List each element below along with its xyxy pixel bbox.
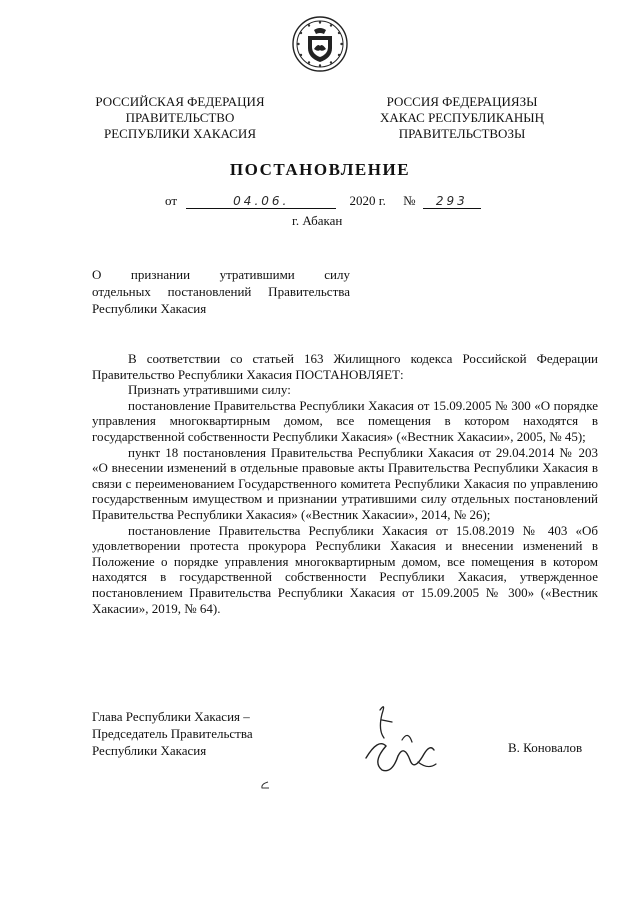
signatory-name: В. Коновалов bbox=[508, 740, 583, 755]
subject-line: О признании утратившими силу bbox=[92, 267, 350, 282]
handwritten-number: 293 bbox=[423, 194, 481, 209]
handwritten-date: 04.06. bbox=[186, 194, 336, 209]
body-paragraph: В соответствии со статьей 163 Жилищного кодекса Российской Федерации Правительство Республики Хакасия ПОСТАНОВЛЯЕТ: bbox=[92, 351, 598, 382]
document-body bbox=[92, 351, 598, 616]
header-right-line: ХАКАС РЕСПУБЛИКАНЫҢ bbox=[379, 110, 545, 125]
header-right-block bbox=[362, 94, 562, 142]
header-right-line: ПРАВИТЕЛЬСТВОЗЫ bbox=[398, 126, 526, 141]
pen-mark bbox=[258, 778, 272, 792]
body-paragraph: пункт 18 постановления Правительства Республики Хакасия от 29.04.2014 № 203 «О внесении изменений в отдельные правовые акты Правительства Республики Хакасия в связи с переименованием Государственного комитета Республики Хакасия по управлению государственным имуществом и признании утратившими силу отдельных постановлений Правительства Республики Хакасия» («Вестник Хакасии», 2014, № 26); bbox=[92, 444, 598, 522]
signatory-position bbox=[92, 708, 253, 759]
number-sign: № bbox=[403, 193, 416, 208]
header-left-line: РОССИЙСКАЯ ФЕДЕРАЦИЯ bbox=[95, 94, 265, 109]
body-paragraph: постановление Правительства Республики Хакасия от 15.08.2019 № 403 «Об удовлетворении протеста прокурора Республики Хакасия и внесении изменений в Положение о порядке управления многоквартирным домом, все помещения в котором находятся в государственной собственности Республики Хакасия, утвержденное постановлением Правительства Республики Хакасия от 15.09.2005 № 300» («Вестник Хакасии», 2019, № 64). bbox=[92, 522, 598, 616]
subject-line: отдельных постановлений Правительства bbox=[92, 284, 350, 299]
subject-line: Республики Хакасия bbox=[92, 301, 207, 316]
header-left-line: РЕСПУБЛИКИ ХАКАСИЯ bbox=[103, 126, 256, 141]
header-left-block bbox=[80, 94, 280, 142]
signatory-position-line: Глава Республики Хакасия – bbox=[92, 709, 250, 724]
handwritten-signature bbox=[352, 700, 452, 790]
date-prefix: от bbox=[165, 193, 178, 208]
signatory-position-line: Республики Хакасия bbox=[92, 743, 207, 758]
date-number-line bbox=[165, 193, 481, 209]
signatory-position-line: Председатель Правительства bbox=[92, 726, 253, 741]
body-paragraph: Признать утратившими силу: bbox=[128, 382, 291, 398]
header-right-line: РОССИЯ ФЕДЕРАЦИЯЗЫ bbox=[386, 94, 538, 109]
coat-of-arms-emblem bbox=[292, 16, 348, 72]
city-label: г. Абакан bbox=[292, 213, 343, 228]
date-year: 2020 г. bbox=[349, 193, 386, 208]
document-subject bbox=[92, 266, 350, 317]
header-left-line: ПРАВИТЕЛЬСТВО bbox=[125, 110, 235, 125]
body-paragraph: постановление Правительства Республики Хакасия от 15.09.2005 № 300 «О порядке управления многоквартирным домом, все помещения в котором находятся в государственной собственности Республики Хакасия» («Вестник Хакасии», 2005, № 45); bbox=[92, 397, 598, 444]
document-title: ПОСТАНОВЛЕНИЕ bbox=[229, 160, 411, 179]
